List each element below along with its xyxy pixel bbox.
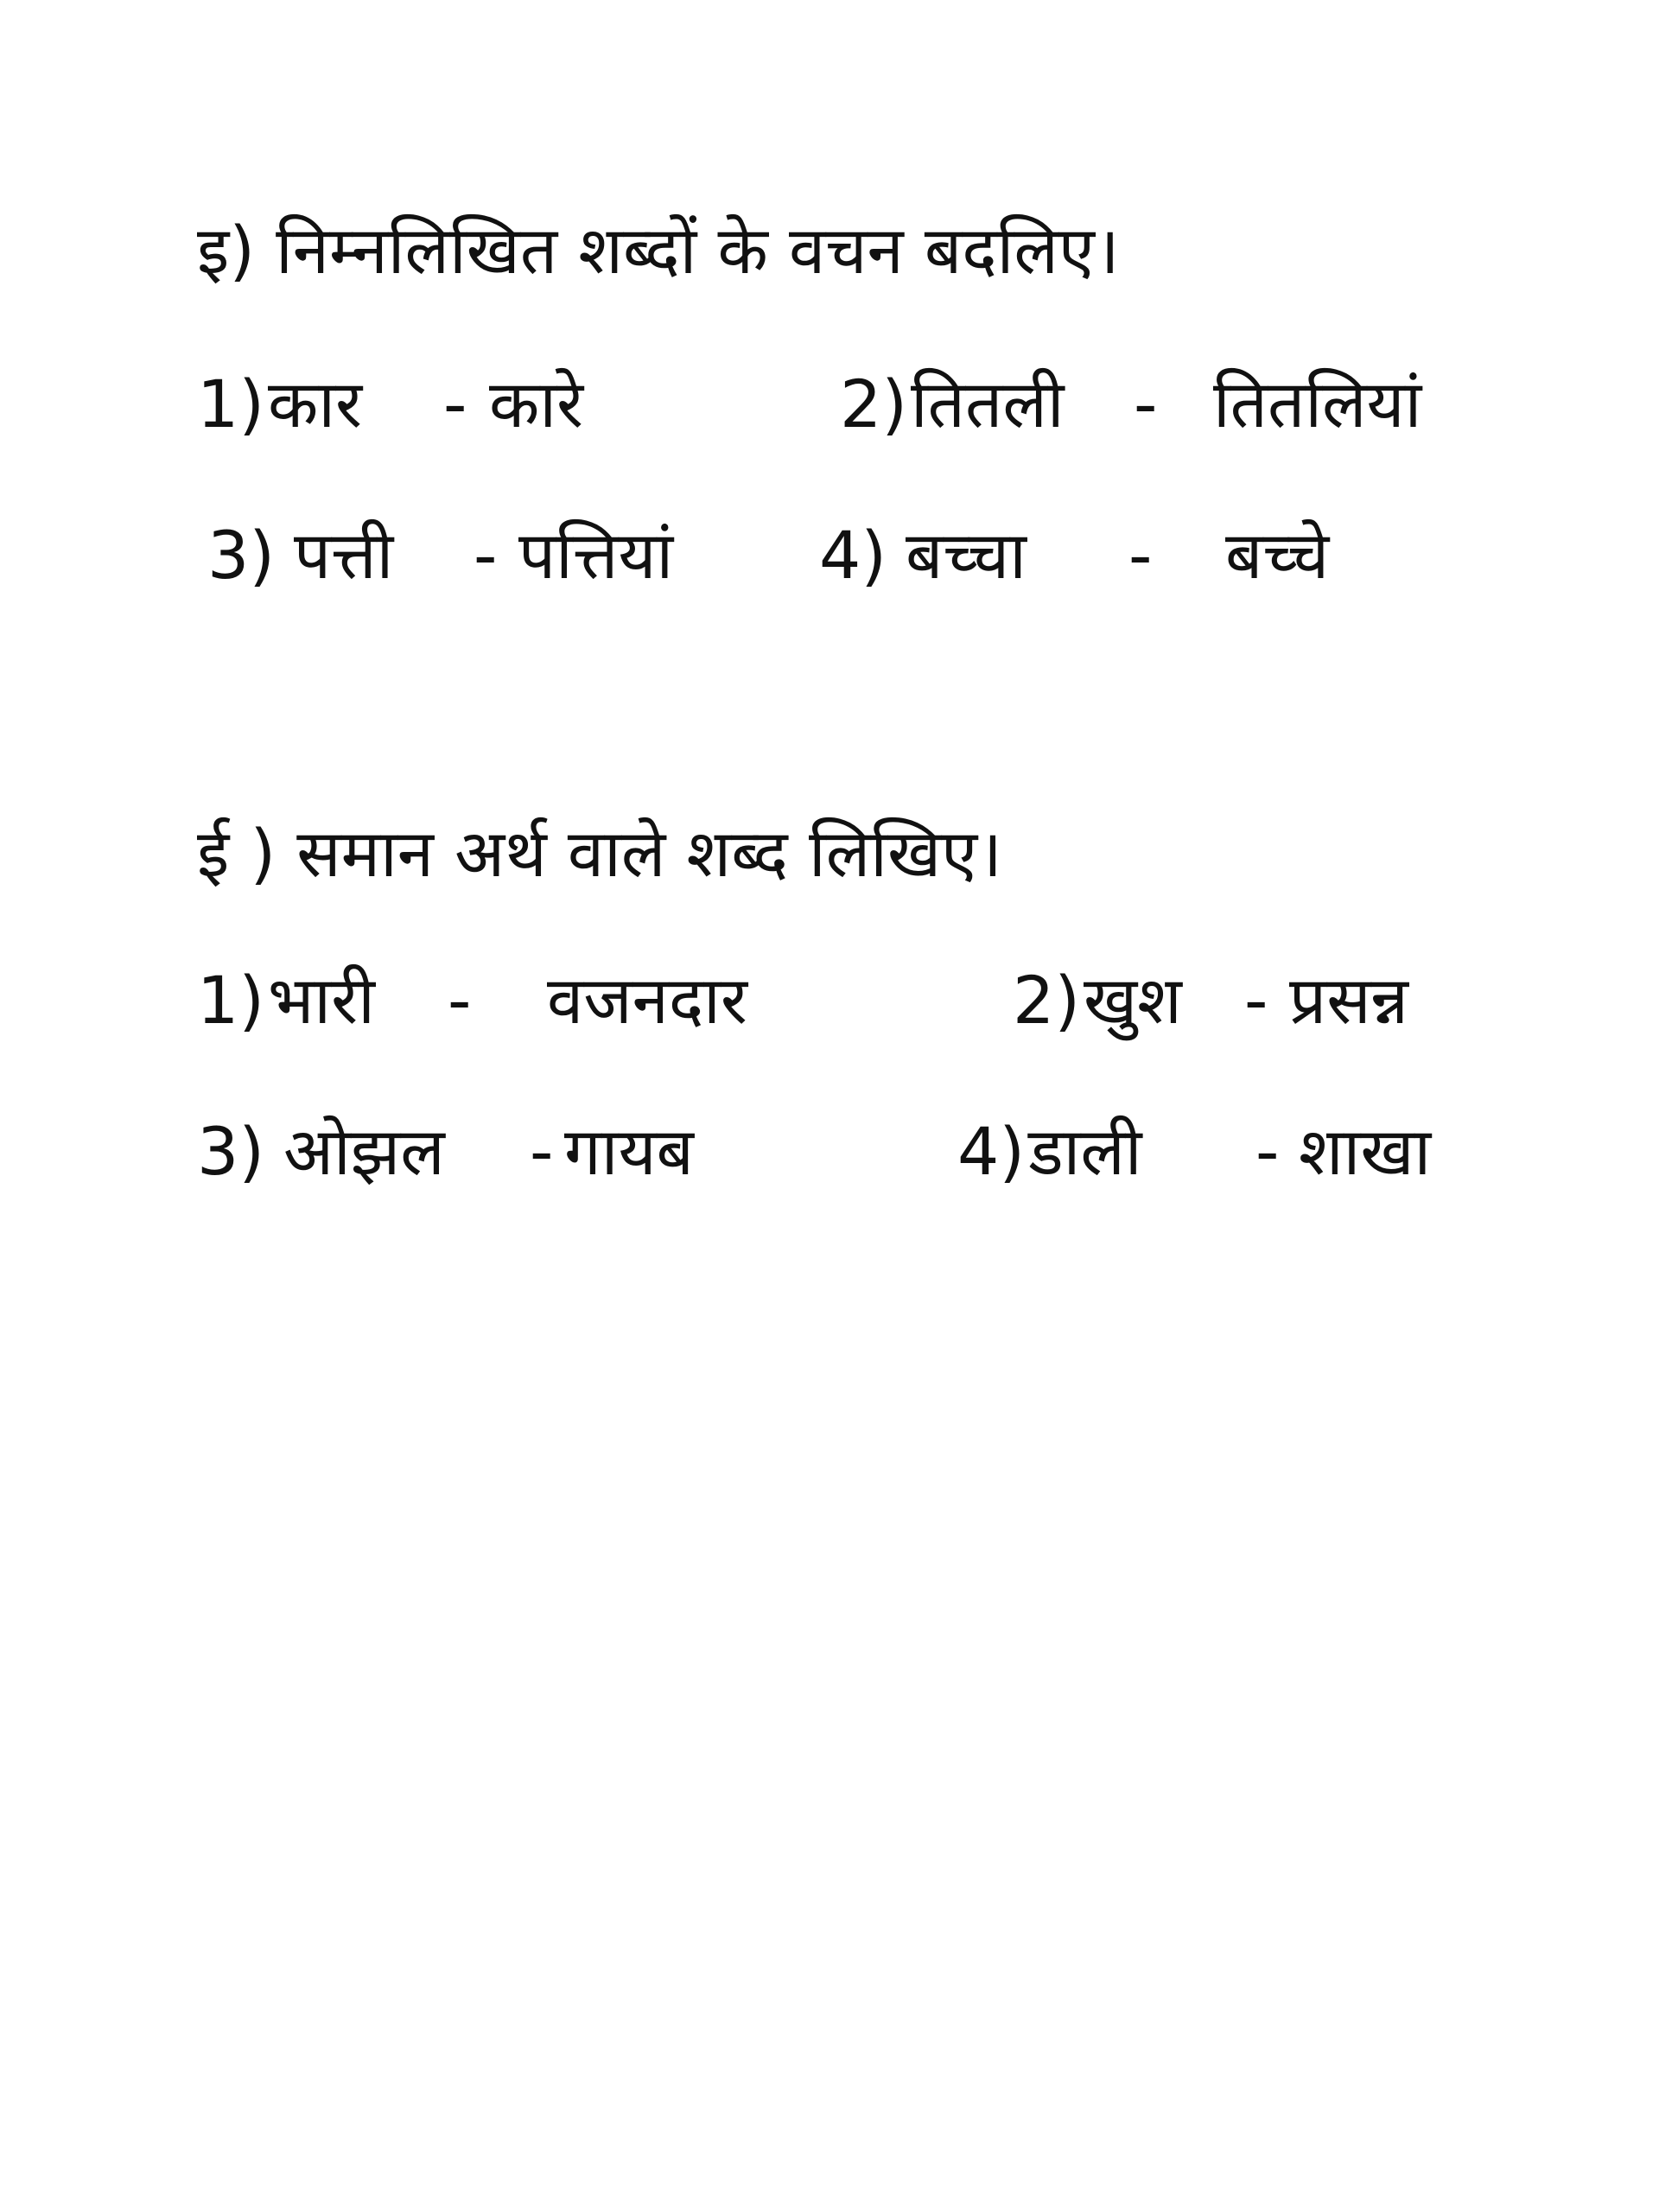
item-word: तितली	[911, 365, 1065, 442]
section-1-heading: इ) निम्नलिखित शब्दों के वचन बदलिए।	[197, 212, 1120, 289]
item-answer: बच्चे	[1225, 517, 1330, 594]
item-answer: तितलियां	[1213, 365, 1422, 442]
item-dash: -	[443, 365, 467, 442]
item-dash: -	[1128, 517, 1153, 594]
item-answer: शाखा	[1299, 1113, 1432, 1190]
item-answer: प्रसन्न	[1289, 962, 1408, 1039]
item-dash: -	[474, 517, 498, 594]
item-number: 4)	[819, 517, 887, 594]
item-word: डाली	[1028, 1113, 1142, 1190]
item-dash: -	[448, 962, 472, 1039]
item-number: 3)	[197, 1113, 265, 1190]
item-answer: वजनदार	[547, 962, 747, 1039]
item-dash: -	[530, 1113, 554, 1190]
item-dash: -	[1244, 962, 1268, 1039]
item-word: कार	[268, 365, 363, 442]
item-word: बच्चा	[906, 517, 1027, 594]
item-word: ओझल	[283, 1113, 445, 1190]
item-number: 3)	[207, 517, 276, 594]
item-answer: कारे	[489, 365, 584, 442]
item-number: 2)	[840, 365, 908, 442]
item-number: 1)	[197, 962, 265, 1039]
item-answer: पत्तियां	[518, 517, 674, 594]
item-word: भारी	[268, 962, 375, 1039]
item-number: 2)	[1013, 962, 1081, 1039]
item-dash: -	[1134, 365, 1158, 442]
section-2-heading: ई ) समान अर्थ वाले शब्द लिखिए।	[197, 815, 1002, 892]
item-word: खुश	[1084, 962, 1182, 1039]
item-answer: गायब	[564, 1113, 694, 1190]
item-dash: -	[1255, 1113, 1280, 1190]
item-number: 1)	[197, 365, 265, 442]
item-word: पत्ती	[294, 517, 394, 594]
item-number: 4)	[957, 1113, 1026, 1190]
